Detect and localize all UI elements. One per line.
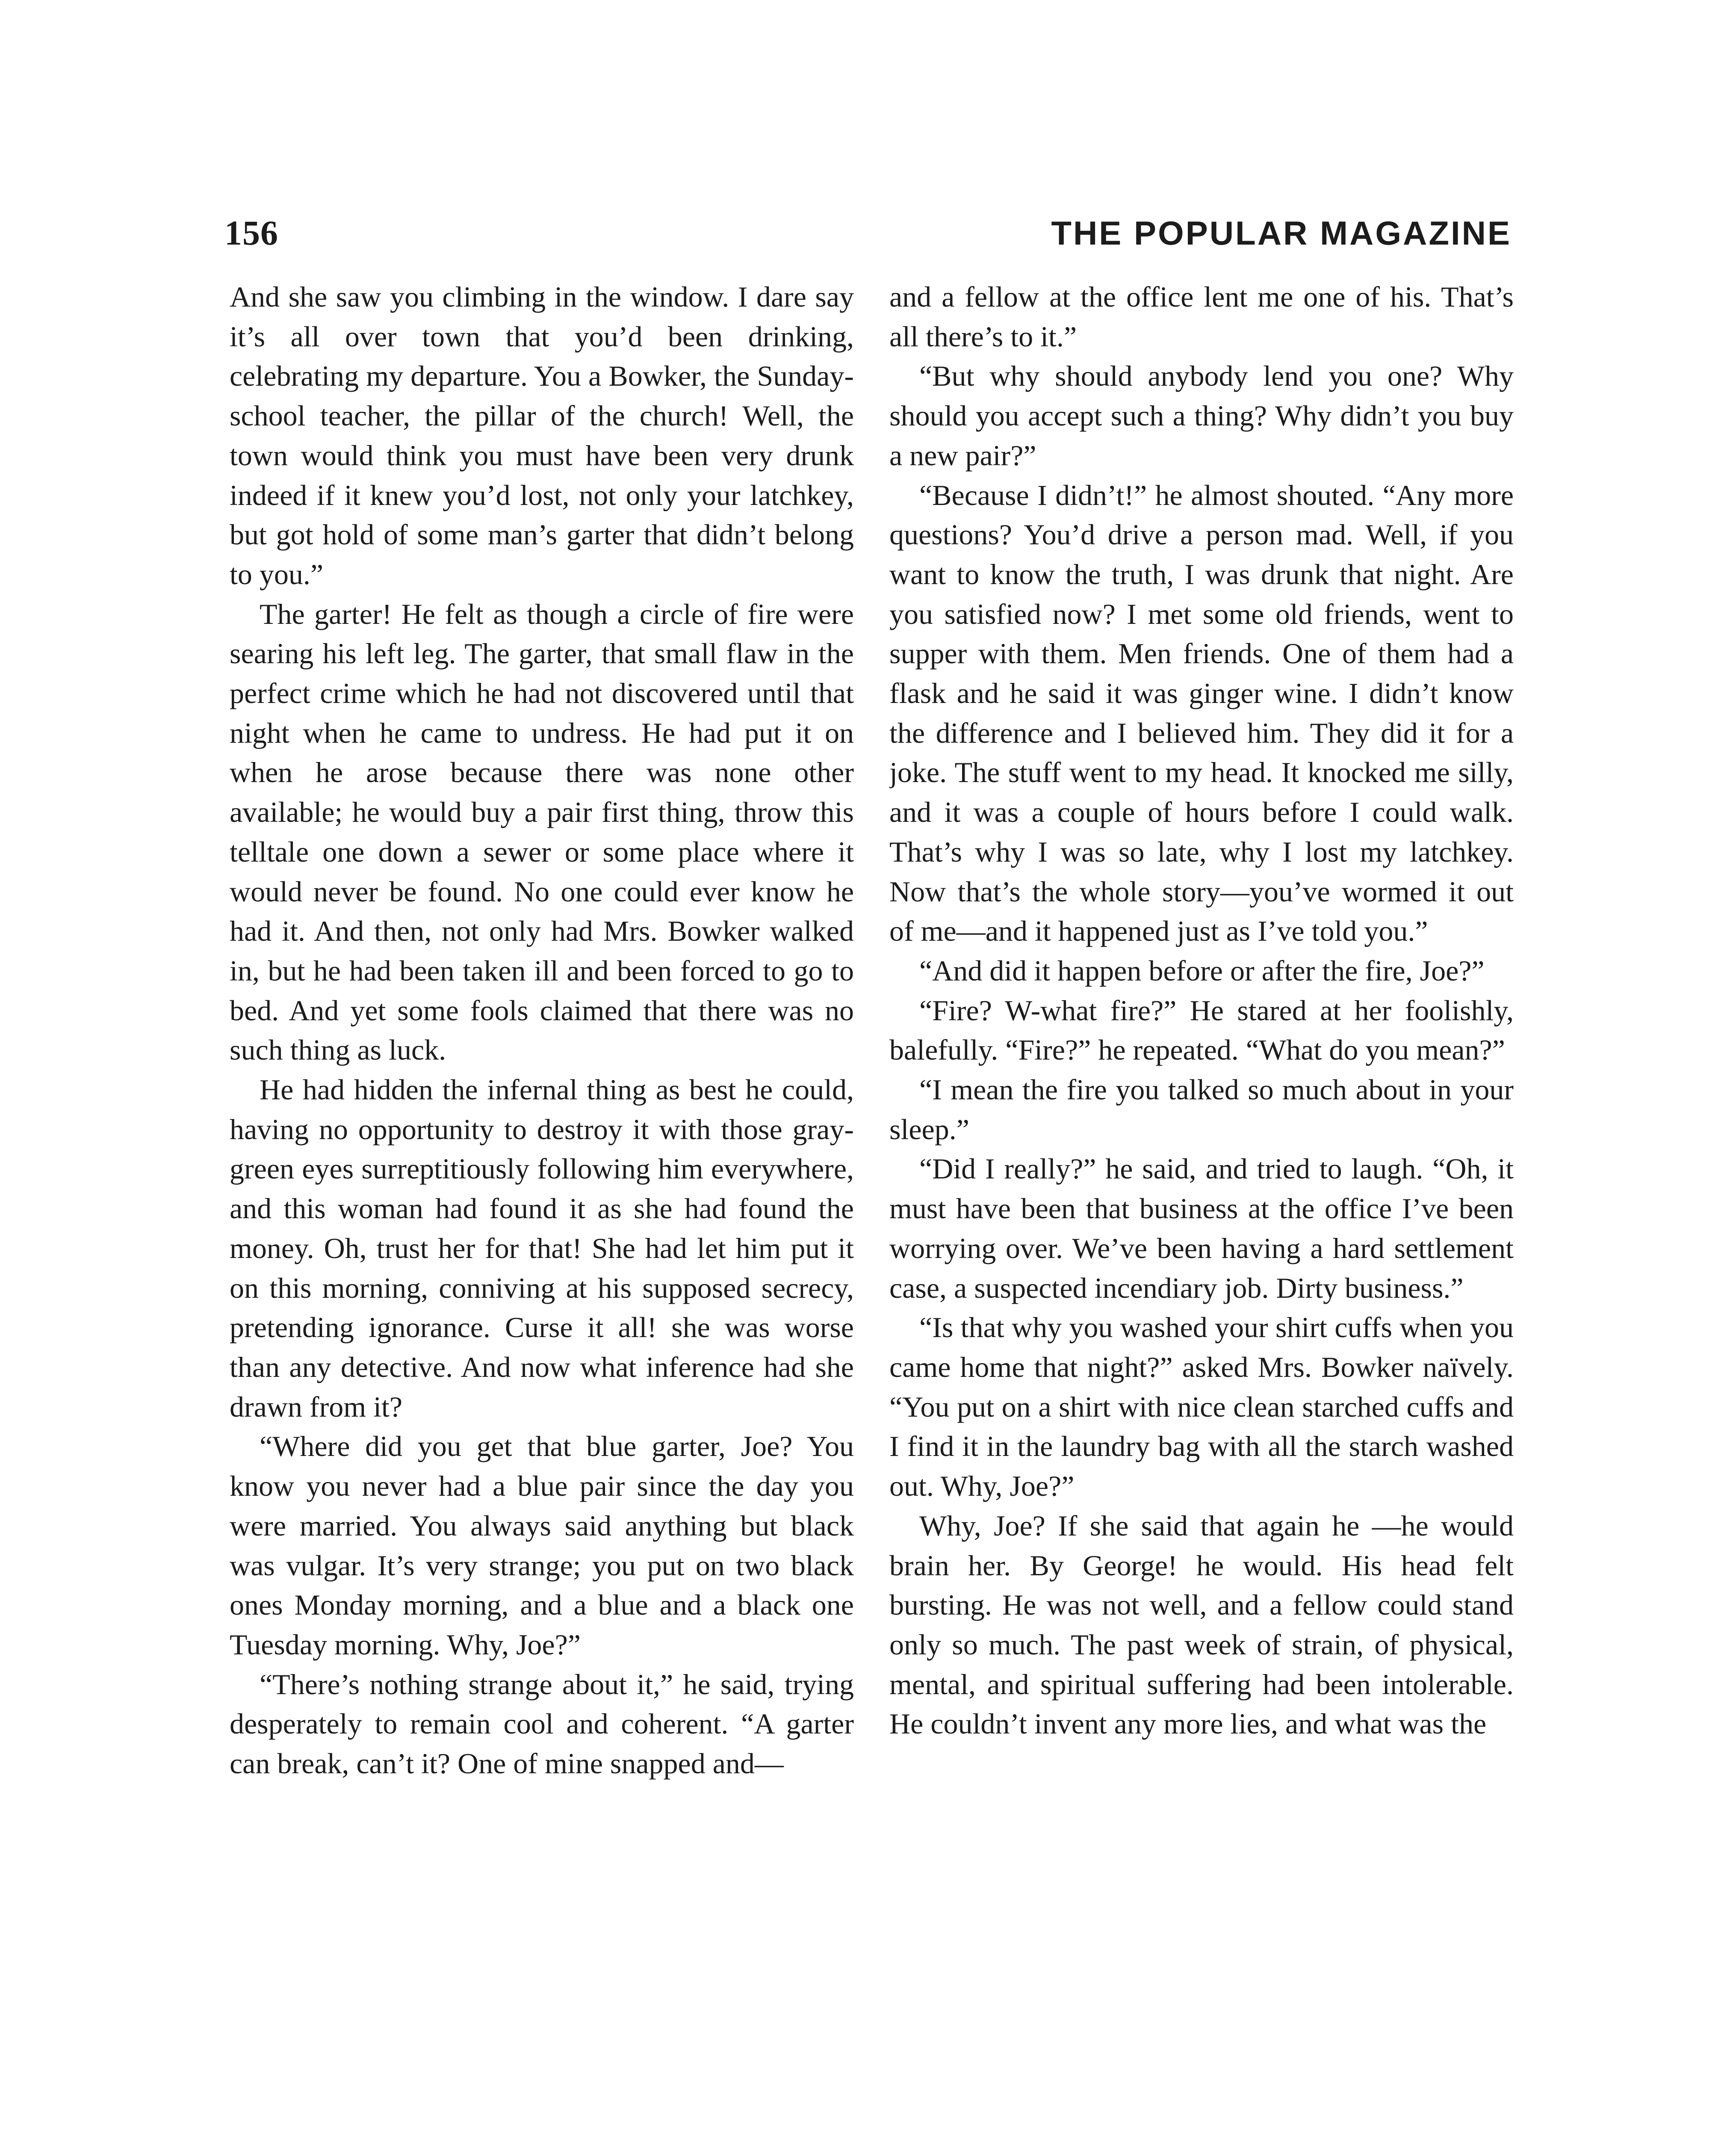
paragraph: “There’s nothing strange about it,” he said, trying desperately to remain cool and coherent. “A garter can break, can’t it? One of mine snapped and— [230,1668,854,1780]
paragraph: “Is that why you washed your shirt cuffs when you came home that night?” asked Mrs. Bowker naïvely. “You put on a shirt with nice clean starched cuffs and I find it in the laundry bag with all the starch washed out. Why, Joe?” [889,1311,1514,1503]
paragraph: and a fellow at the office lent me one of his. That’s all there’s to it.” [889,281,1514,353]
paragraph: “Because I didn’t!” he almost shouted. “Any more questions? You’d drive a person mad. Well, if you want to know the truth, I was drunk that night. Are you satisfied now? I met some old friends, went to supper with them. Men friends. One of them had a flask and he said it was ginger wine. I didn’t know the difference and I believed him. They did it for a joke. The stuff went to my head. It knocked me silly, and it was a couple of hours before I could walk. That’s why I was so late, why I lost my latchkey. Now that’s the whole story—you’ve wormed it out of me—and it happened just as I’ve told you.” [889,478,1514,948]
paragraph: Why, Joe? If she said that again he —he would brain her. By George! he would. His head felt bursting. He was not well, and a fellow could stand only so much. The past week of strain, of physical, mental, and spiritual suffering had been intolerable. He couldn’t invent any more lies, and what was the [889,1509,1514,1740]
paragraph: “Did I really?” he said, and tried to laugh. “Oh, it must have been that business at the office I’ve been worrying over. We’ve been having a hard settlement case, a suspected incendiary job. Dirty business.” [889,1152,1514,1304]
page-number: 156 [224,213,278,252]
paragraph: “And did it happen before or after the fire, Joe?” [919,954,1485,987]
left-text-column [230,277,854,2138]
paragraph: “Where did you get that blue garter, Joe? You know you never had a blue pair since the day you were married. You always said anything but black was vulgar. It’s very strange; you put on two black ones Monday morning, and a blue and a black one Tuesday morning. Why, Joe?” [230,1430,854,1661]
page-header [224,210,1512,257]
paragraph: “But why should anybody lend you one? Why should you accept such a thing? Why didn’t you buy a new pair?” [889,360,1514,472]
paragraph: And she saw you climbing in the window. I dare say it’s all over town that you’d been drinking, celebrating my departure. You a Bowker, the Sunday-school teacher, the pillar of the church! Well, the town would think you must have been very drunk indeed if it knew you’d lost, not only your latchkey, but got hold of some man’s garter that didn’t belong to you.” [230,281,854,591]
paragraph: “I mean the fire you talked so much about in your sleep.” [889,1073,1514,1146]
running-title: THE POPULAR MAGAZINE [1051,214,1512,252]
paragraph: “Fire? W-what fire?” He stared at her foolishly, balefully. “Fire?” he repeated. “What do you mean?” [889,994,1514,1066]
right-text-column [889,277,1514,2138]
paragraph: He had hidden the infernal thing as best he could, having no opportunity to destroy it with those gray-green eyes surreptitiously following him everywhere, and this woman had found it as she had found the money. Oh, trust her for that! She had let him put it on this morning, conniving at his supposed secrecy, pretending ignorance. Curse it all! she was worse than any detective. And now what inference had she drawn from it? [230,1073,854,1423]
paragraph: The garter! He felt as though a circle of fire were searing his left leg. The garter, that small flaw in the perfect crime which he had not discovered until that night when he came to undress. He had put it on when he arose because there was none other available; he would buy a pair first thing, throw this telltale one down a sewer or some place where it would never be found. No one could ever know he had it. And then, not only had Mrs. Bowker walked in, but he had been taken ill and been forced to go to bed. And yet some fools claimed that there was no such thing as luck. [230,597,854,1066]
